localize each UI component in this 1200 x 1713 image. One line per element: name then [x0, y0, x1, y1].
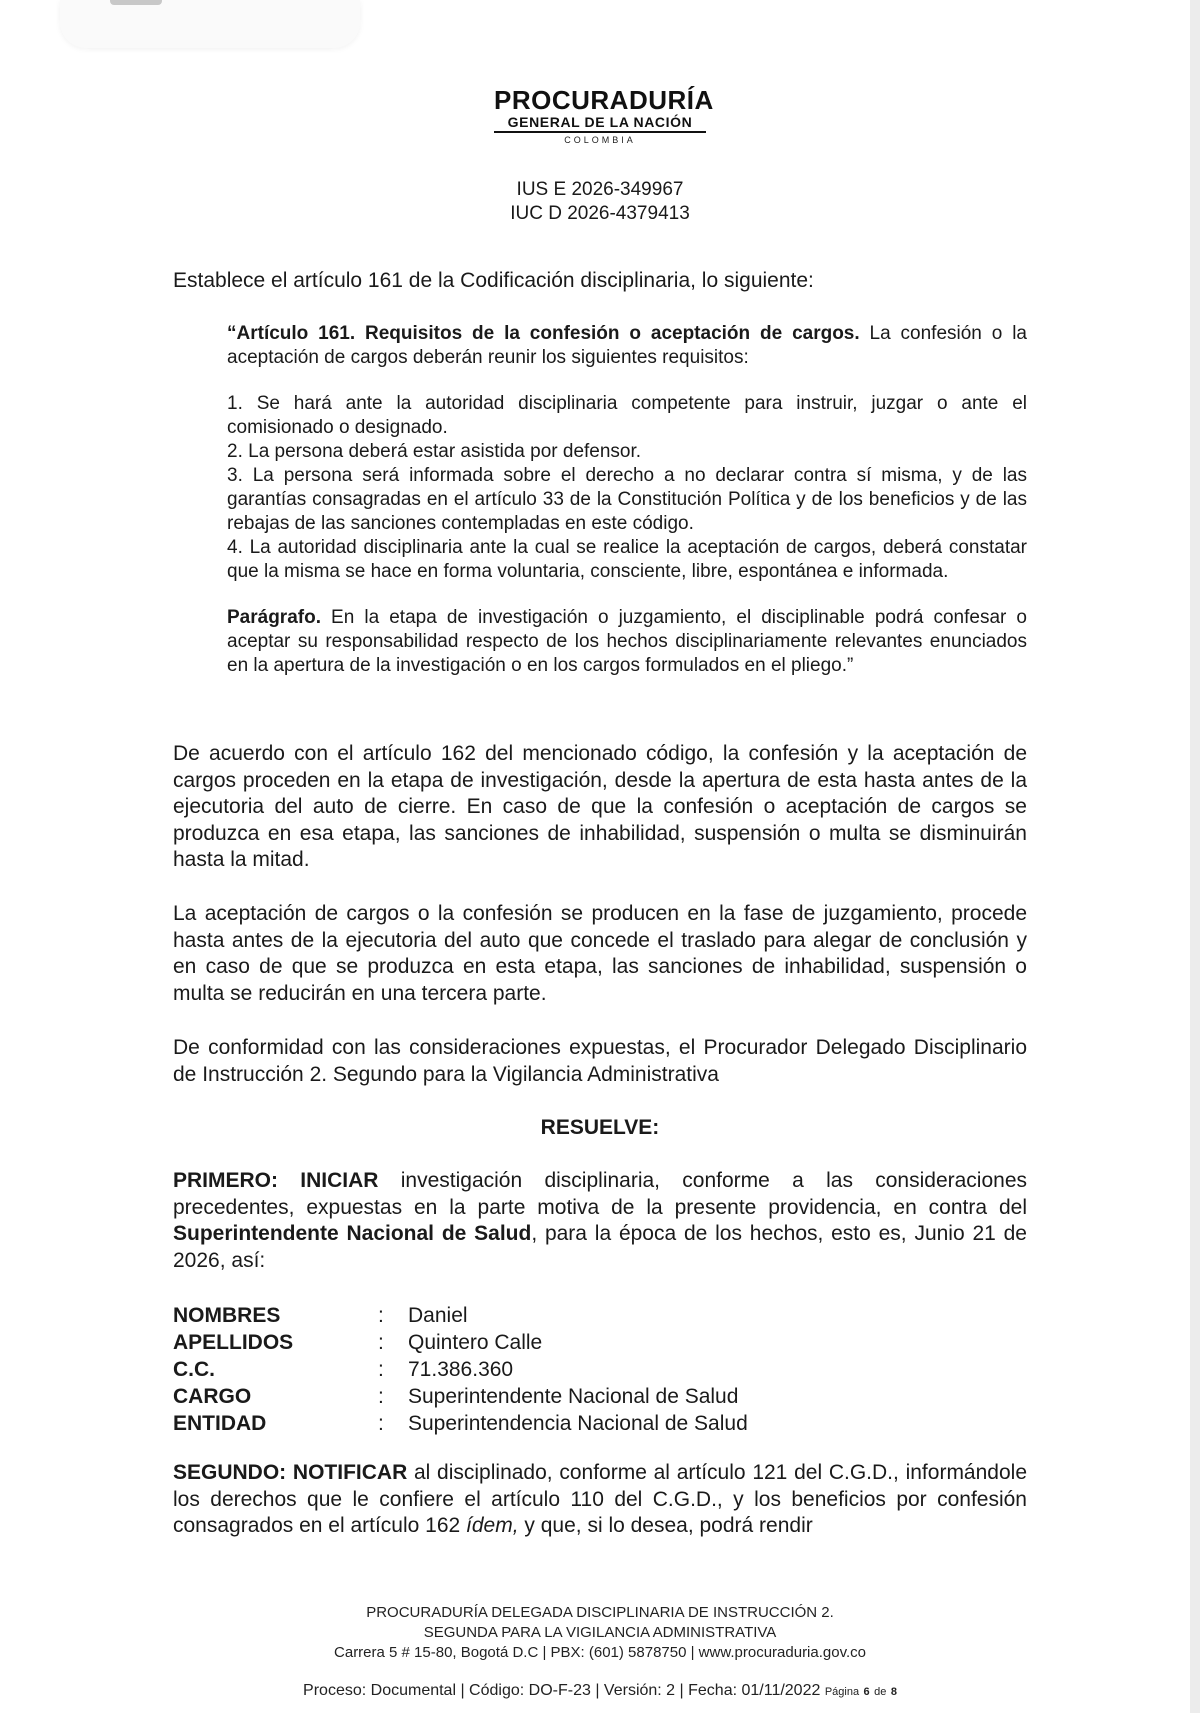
segundo-paragraph: [173, 1460, 1027, 1540]
field-label-entidad: ENTIDAD: [173, 1412, 267, 1435]
primero-text: [173, 1168, 1027, 1274]
field-row: [173, 1329, 748, 1356]
paragrafo-label: Parágrafo.: [227, 607, 321, 628]
intro-text: Establece el artículo 161 de la Codificación disciplinaria, lo siguiente:: [173, 269, 814, 292]
segundo-text1: al disciplinado, conforme al artículo 121 del C.G.D., informándole los derechos que le confiere el artículo 110 del C.G.D., y los beneficios por confesión consagrados en el artículo 162: [173, 1461, 1027, 1537]
field-value-cc: 71.386.360: [408, 1358, 514, 1381]
logo-main-text: PROCURADURÍA: [494, 85, 714, 115]
resuelve-heading: [173, 1115, 1027, 1142]
ref-ius: IUS E 2026-349967: [516, 179, 684, 200]
field-separator: :: [378, 1358, 384, 1381]
field-value-cargo: Superintendente Nacional de Salud: [408, 1385, 739, 1408]
field-label-apellidos: APELLIDOS: [173, 1331, 294, 1354]
field-row: [173, 1410, 748, 1437]
segundo-text2: y que, si lo desea, podrá rendir: [518, 1514, 813, 1537]
field-separator: :: [378, 1412, 384, 1435]
page-word: Página: [824, 1686, 860, 1698]
field-label-cc: C.C.: [173, 1358, 215, 1381]
page-de: de: [874, 1686, 887, 1698]
paragrafo-text: En la etapa de investigación o juzgamiento, el disciplinable podrá confesar o aceptar su responsabilidad respecto de los hechos disciplinariamente relevantes enunciados en la apertura de la investigación o en los cargos formulados en el pliego.”: [227, 607, 1027, 676]
segundo-italic: ídem,: [466, 1514, 519, 1537]
case-references: [0, 178, 1200, 226]
field-separator: :: [378, 1331, 384, 1354]
field-value-entidad: Superintendencia Nacional de Salud: [408, 1412, 748, 1435]
field-row: [173, 1356, 748, 1383]
page-footer: [0, 1603, 1200, 1663]
para2-text: La aceptación de cargos o la confesión se producen en la fase de juzgamiento, procede hasta antes de la ejecutoria del auto que concede el traslado para alegar de conclusión y en caso de que se produzca en esta etapa, las sanciones de inhabilidad, suspensión o multa se reducirán en una tercera parte.: [173, 902, 1027, 1005]
article-quote: [227, 322, 1027, 678]
field-label-cargo: CARGO: [173, 1385, 252, 1408]
ref-iuc: IUC D 2026-4379413: [510, 203, 690, 224]
field-row: [173, 1383, 748, 1410]
field-label-nombres: NOMBRES: [173, 1304, 281, 1327]
procuraduria-logo: [494, 85, 714, 146]
quote-title: [227, 322, 1027, 370]
page-total: 8: [890, 1686, 897, 1698]
page-edge: [1190, 0, 1200, 1713]
field-separator: :: [378, 1304, 384, 1327]
primero-label: PRIMERO: INICIAR: [173, 1169, 379, 1192]
primero-text1: investigación disciplinaria, conforme a las consideraciones precedentes, expuestas en la parte motiva de la presente providencia, en contra del: [173, 1169, 1027, 1219]
spacer: [227, 584, 1027, 606]
disciplined-details: [173, 1302, 748, 1437]
quote-title-rest: La confesión o la aceptación de cargos deberán reunir los siguientes requisitos:: [227, 323, 1027, 368]
primero-bold2: Superintendente Nacional de Salud: [173, 1222, 532, 1245]
segundo-text: [173, 1460, 1027, 1540]
logo-rule: [494, 131, 706, 133]
intro-paragraph: [173, 268, 1027, 295]
logo-sub-text: GENERAL DE LA NACIÓN: [507, 114, 693, 130]
resuelve-text: RESUELVE:: [540, 1116, 660, 1139]
meta-text: Proceso: Documental | Código: DO-F-23 | Versión: 2 | Fecha: 01/11/2022: [303, 1682, 821, 1699]
viewer-handle[interactable]: [110, 0, 162, 5]
page-number: 6: [863, 1686, 870, 1698]
field-row: [173, 1302, 748, 1329]
quote-paragrafo: [227, 606, 1027, 678]
field-value-apellidos: Quintero Calle: [408, 1331, 543, 1354]
primero-paragraph: [173, 1168, 1027, 1274]
footer-office-sub: SEGUNDA PARA LA VIGILANCIA ADMINISTRATIVA: [423, 1624, 777, 1641]
footer-office: PROCURADURÍA DELEGADA DISCIPLINARIA DE INSTRUCCIÓN 2.: [366, 1604, 834, 1621]
quote-item-3: 3. La persona será informada sobre el derecho a no declarar contra sí misma, y de las garantías consagradas en el artículo 33 de la Constitución Política y de los beneficios y de las rebajas de las sanciones contempladas en este código.: [227, 465, 1027, 534]
quote-title-bold: “Artículo 161. Requisitos de la confesión o aceptación de cargos.: [227, 323, 860, 344]
para1-text: De acuerdo con el artículo 162 del mencionado código, la confesión y la aceptación de cargos proceden en la etapa de investigación, desde la apertura de esta hasta antes de la ejecutoria del auto de cierre. En caso de que la confesión o aceptación de cargos se produzca en esa etapa, las sanciones de inhabilidad, suspensión o multa se disminuirán hasta la mitad.: [173, 742, 1027, 871]
viewer-top-overlay: [60, 0, 360, 48]
footer-contact: Carrera 5 # 15-80, Bogotá D.C | PBX: (601) 5878750 | www.procuraduria.gov.co: [334, 1644, 866, 1661]
document-metadata: [0, 1682, 1200, 1700]
para3-text: De conformidad con las consideraciones expuestas, el Procurador Delegado Disciplinario de Instrucción 2. Segundo para la Vigilancia Administrativa: [173, 1036, 1027, 1086]
quote-item-1: 1. Se hará ante la autoridad disciplinaria competente para instruir, juzgar o ante el comisionado o designado.: [227, 393, 1027, 438]
quote-item-4: 4. La autoridad disciplinaria ante la cual se realice la aceptación de cargos, deberá constatar que la misma se hace en forma voluntaria, consciente, libre, espontánea e informada.: [227, 537, 1027, 582]
paragraph-conformidad: [173, 1035, 1027, 1088]
spacer: [227, 370, 1027, 392]
paragraph-article-162: [173, 741, 1027, 874]
field-value-nombres: Daniel: [408, 1304, 468, 1327]
field-separator: :: [378, 1385, 384, 1408]
paragraph-juzgamiento: [173, 901, 1027, 1007]
primero-text2: , para la época de los hechos, esto es, Junio 21 de 2026, así:: [173, 1222, 1027, 1272]
segundo-label: SEGUNDO: NOTIFICAR: [173, 1461, 408, 1484]
logo-country-text: COLOMBIA: [564, 135, 636, 145]
quote-item-2: 2. La persona deberá estar asistida por defensor.: [227, 441, 642, 462]
